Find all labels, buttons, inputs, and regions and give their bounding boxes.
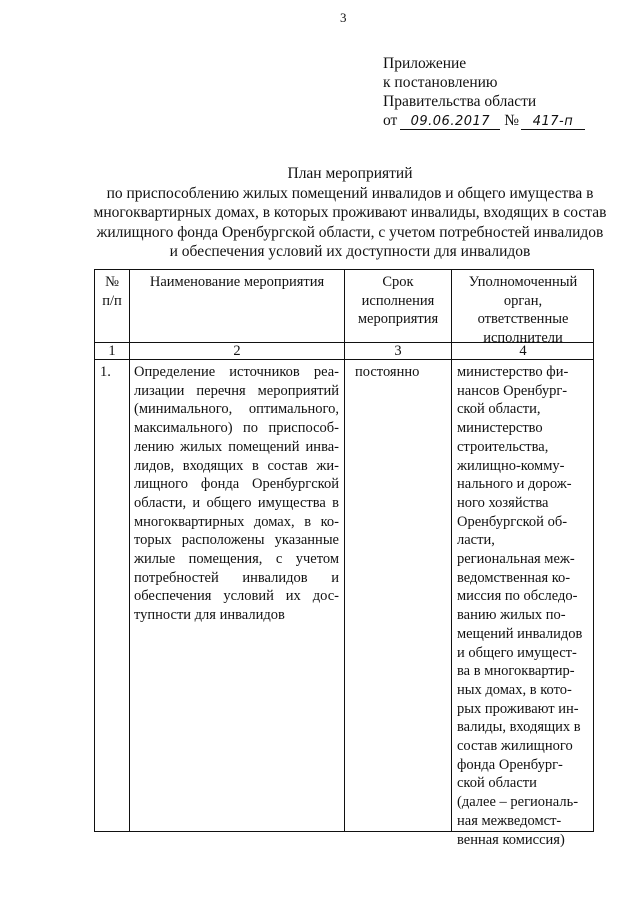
measure-name-line: Определение источников реа- xyxy=(134,364,339,380)
col-number-3: 3 xyxy=(394,343,402,359)
responsible-org-line: фонда Оренбург- xyxy=(457,756,563,773)
header-org-line: ответственные xyxy=(477,311,569,328)
responsible-org-line: нального и дорож- xyxy=(457,476,572,493)
responsible-org-line: ва в многоквартир- xyxy=(457,663,575,680)
title-line-4: жилищного фонда Оренбургской области, с учетом потребностей инвалидов xyxy=(96,223,604,241)
document-title xyxy=(60,164,640,262)
title-line-5: и обеспечения условий их доступности для инвалидов xyxy=(169,243,531,261)
title-line-2: по приспособлению жилых помещений инвалидов и общего имущества в xyxy=(106,184,594,202)
responsible-org-line: Оренбургской об- xyxy=(457,513,568,530)
title-line-3: многоквартирных домах, в которых проживают инвалиды, входящих в состав xyxy=(93,204,607,222)
measure-name xyxy=(134,363,339,625)
header-org-line: орган, xyxy=(503,292,543,309)
measure-name-line: жилые помещения, с учетом xyxy=(134,551,339,568)
header-org xyxy=(452,273,594,348)
appendix-line-2: к постановлению xyxy=(383,74,498,91)
responsible-org-line: венная комиссия) xyxy=(457,831,565,848)
measure-name-line: области, и общего имущества в xyxy=(134,494,339,511)
measures-table xyxy=(94,269,594,848)
responsible-org-line: ного хозяйства xyxy=(457,494,549,511)
header-term xyxy=(345,273,451,329)
measure-name-line: (минимального, оптимального, xyxy=(134,401,339,418)
responsible-org-line: ная межведомст- xyxy=(457,812,562,829)
responsible-org-line: ласти, xyxy=(457,532,495,549)
col-number-1: 1 xyxy=(108,343,116,359)
date-prefix: от xyxy=(383,112,398,129)
responsible-org-line: и общего имущест- xyxy=(457,644,577,661)
header-org-line: исполнители xyxy=(483,330,563,347)
row-number: 1. xyxy=(100,364,111,380)
header-term-line: исполнения xyxy=(361,292,435,309)
responsible-org-line: валиды, входящих в xyxy=(457,719,581,736)
responsible-org-line: (далее – региональ- xyxy=(457,794,579,811)
measure-name-line: лищного фонда Оренбургской xyxy=(134,476,339,493)
responsible-org-line: миссия по обследо- xyxy=(457,588,578,605)
measure-name-line: лению жилых помещений инва- xyxy=(134,438,339,455)
measure-name-line: торых расположены указанные xyxy=(134,532,339,549)
header-num xyxy=(95,273,129,310)
header-term-line: Срок xyxy=(382,274,414,290)
responsible-org-line: ской области, xyxy=(457,401,541,418)
measure-term: постоянно xyxy=(355,364,420,380)
responsible-org-line: рых проживают ин- xyxy=(457,700,579,717)
measure-name-line: лизации перечня мероприятий xyxy=(134,382,339,399)
responsible-org xyxy=(457,363,593,849)
appendix-block xyxy=(383,54,585,130)
header-num-line: п/п xyxy=(102,292,122,309)
responsible-org-line: строительства, xyxy=(457,438,549,455)
measure-name-line: обеспечения условий их дос- xyxy=(134,588,339,605)
col-number-2: 2 xyxy=(233,343,241,359)
responsible-org-line: жилищно-комму- xyxy=(457,457,565,474)
responsible-org-line: мещений инвалидов xyxy=(457,625,583,642)
header-term-line: мероприятия xyxy=(357,311,439,328)
title-line-1: План мероприятий xyxy=(287,165,413,182)
responsible-org-line: ванию жилых по- xyxy=(457,607,566,624)
responsible-org-line: ской области xyxy=(457,775,537,792)
responsible-org-line: нансов Оренбург- xyxy=(457,382,568,399)
header-num-line: № xyxy=(105,274,119,290)
col-number-4: 4 xyxy=(519,343,527,359)
measure-name-line: максимального) по приспособ- xyxy=(134,420,339,437)
responsible-org-line: министерство фи- xyxy=(457,364,569,380)
responsible-org-line: ных домах, в кото- xyxy=(457,681,572,698)
measure-name-line: лидов, входящих в состав жи- xyxy=(134,457,339,474)
header-name xyxy=(130,273,344,292)
header-org-line: Уполномоченный xyxy=(468,274,578,290)
measure-name-line: тупности для инвалидов xyxy=(134,607,285,624)
responsible-org-line: состав жилищного xyxy=(457,738,573,755)
resolution-number: 417-п xyxy=(521,115,585,130)
appendix-line-1: Приложение xyxy=(383,55,467,72)
responsible-org-line: региональная меж- xyxy=(457,551,575,568)
header-name-line: Наименование мероприятия xyxy=(149,274,325,290)
page-number: 3 xyxy=(340,10,347,25)
responsible-org-line: ведомственная ко- xyxy=(457,569,571,586)
resolution-date: 09.06.2017 xyxy=(400,115,500,130)
appendix-line-3: Правительства области xyxy=(383,93,537,110)
appendix-date-line xyxy=(383,111,585,130)
measure-name-line: многоквартирных домах, в ко- xyxy=(134,513,339,530)
measure-name-line: потребностей инвалидов и xyxy=(134,569,339,586)
responsible-org-line: министерство xyxy=(457,420,543,437)
number-prefix: № xyxy=(504,112,519,129)
